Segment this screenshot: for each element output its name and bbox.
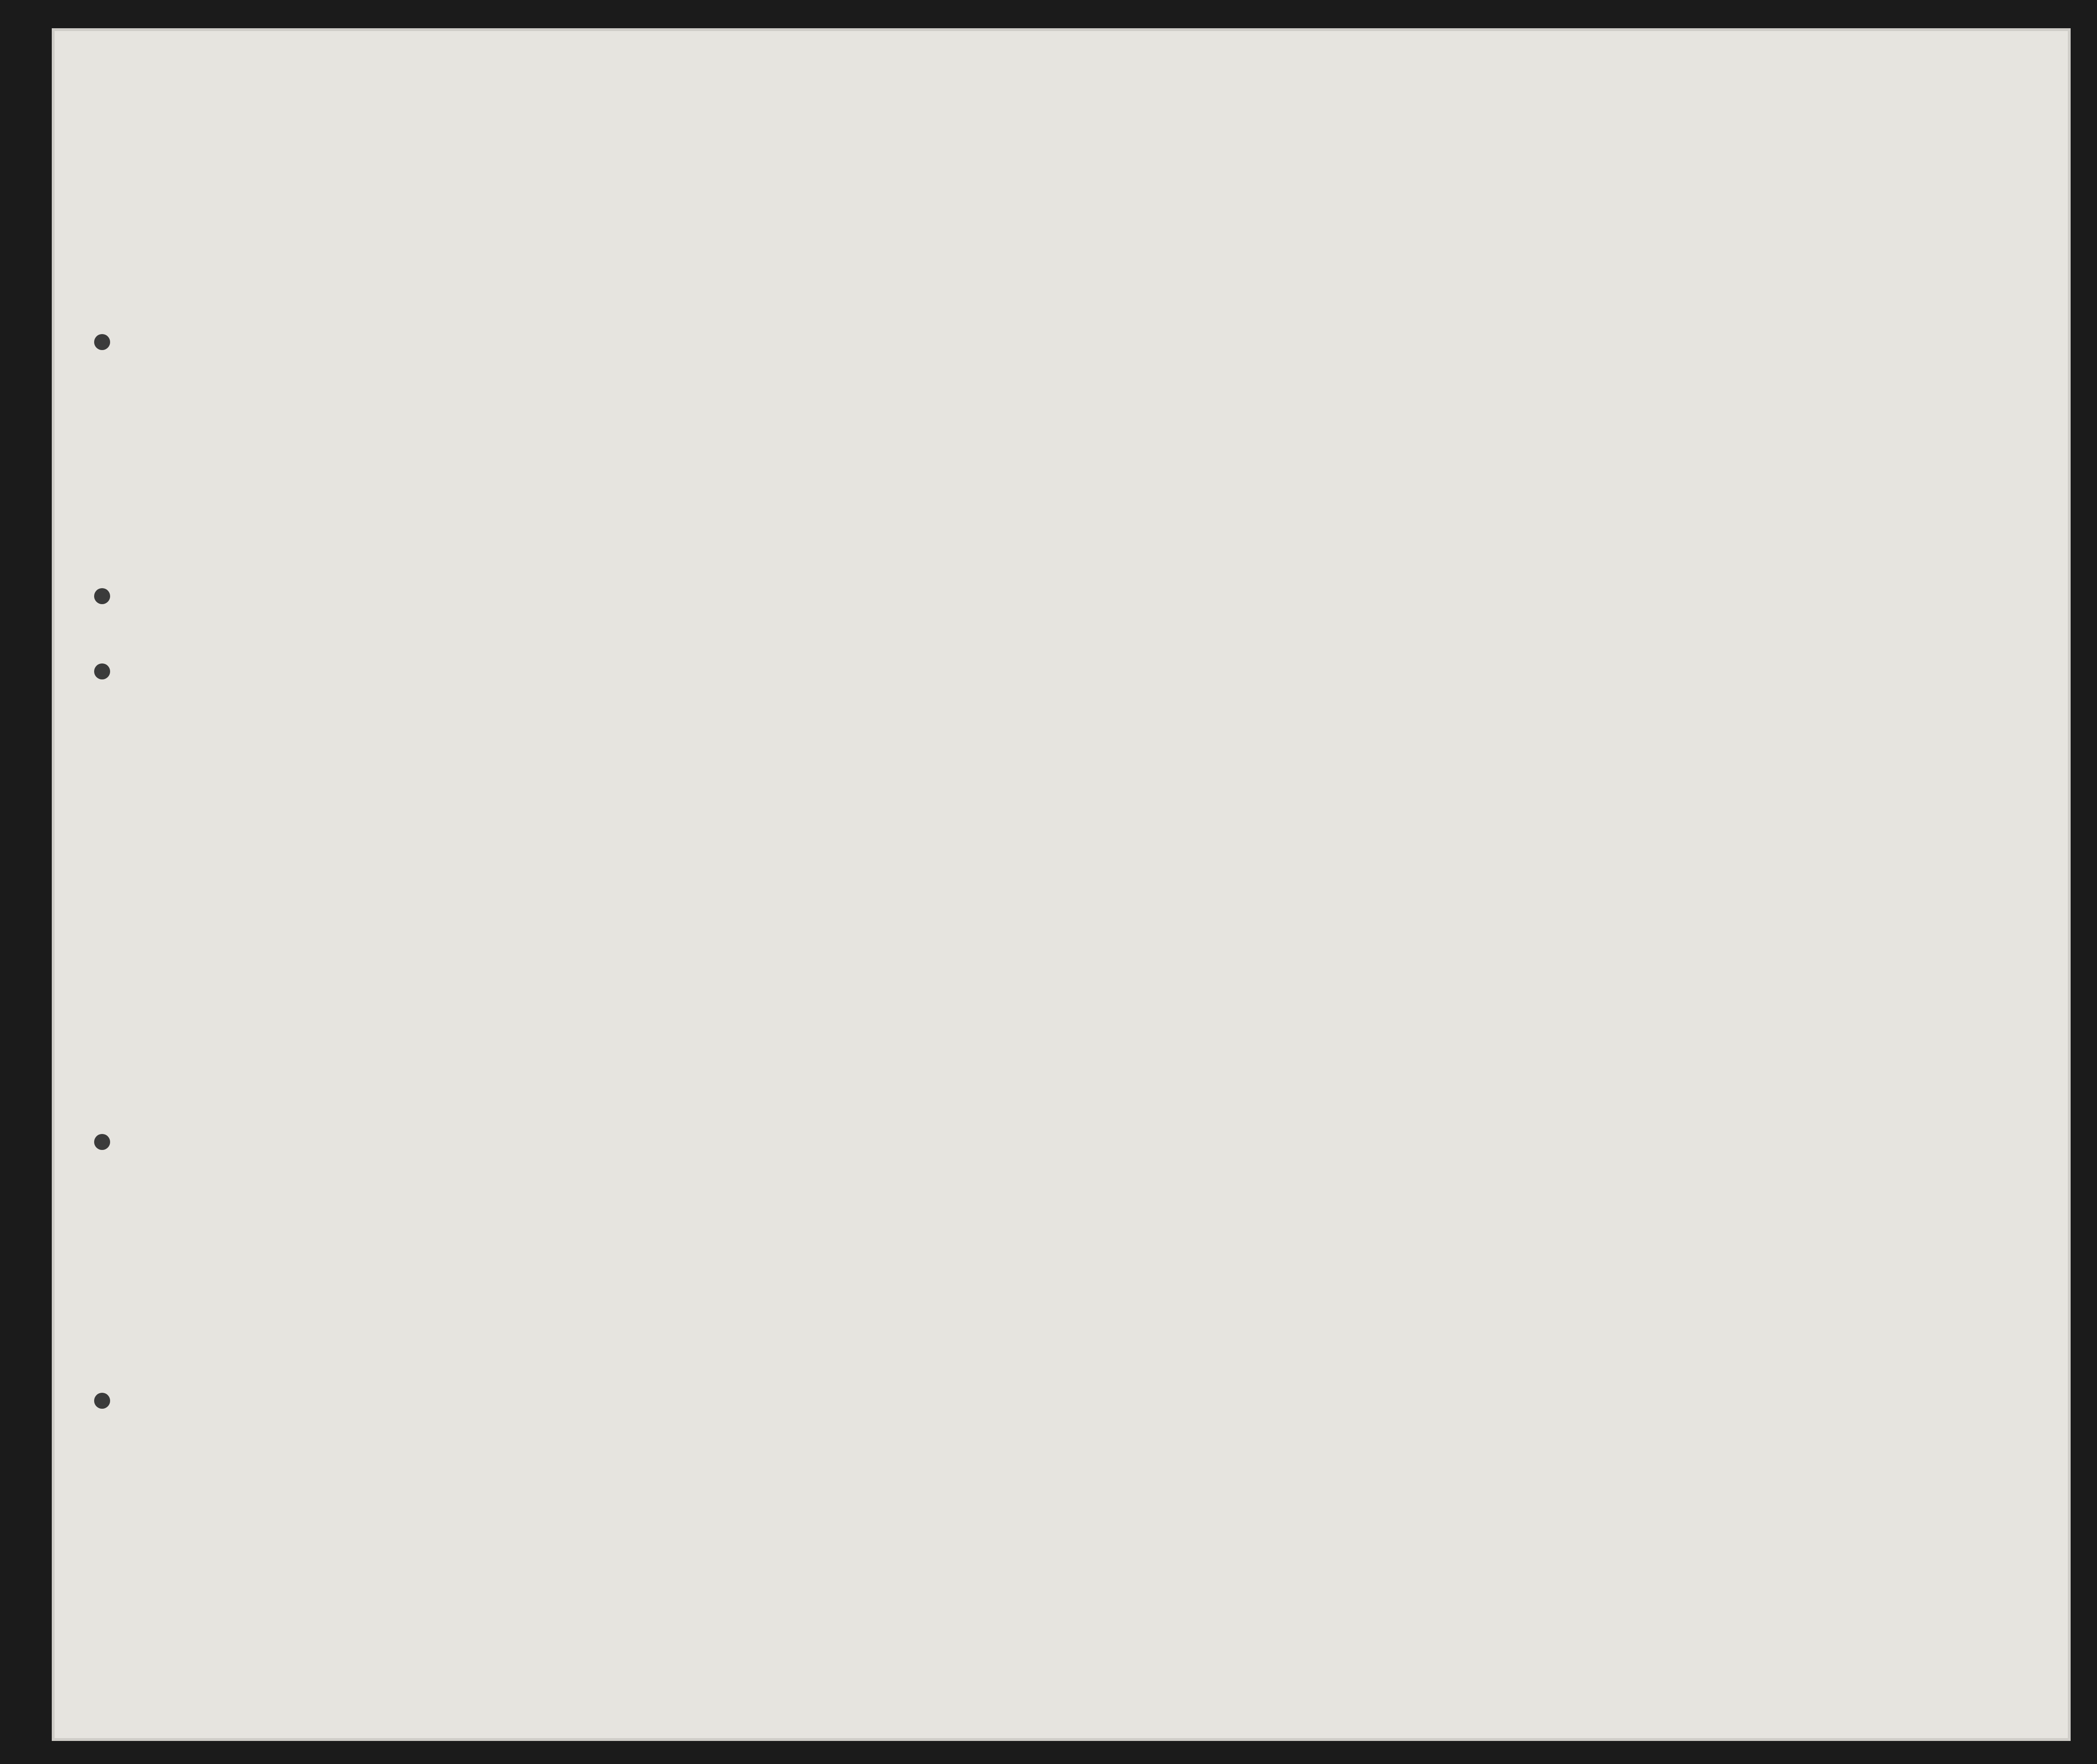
table-grid [52, 28, 2071, 1741]
binding-hole [94, 1134, 110, 1150]
manifest-sheet [52, 28, 2071, 1741]
binding-hole [94, 588, 110, 604]
binding-hole [94, 663, 110, 679]
binding-hole [94, 1393, 110, 1409]
binding-hole [94, 334, 110, 350]
